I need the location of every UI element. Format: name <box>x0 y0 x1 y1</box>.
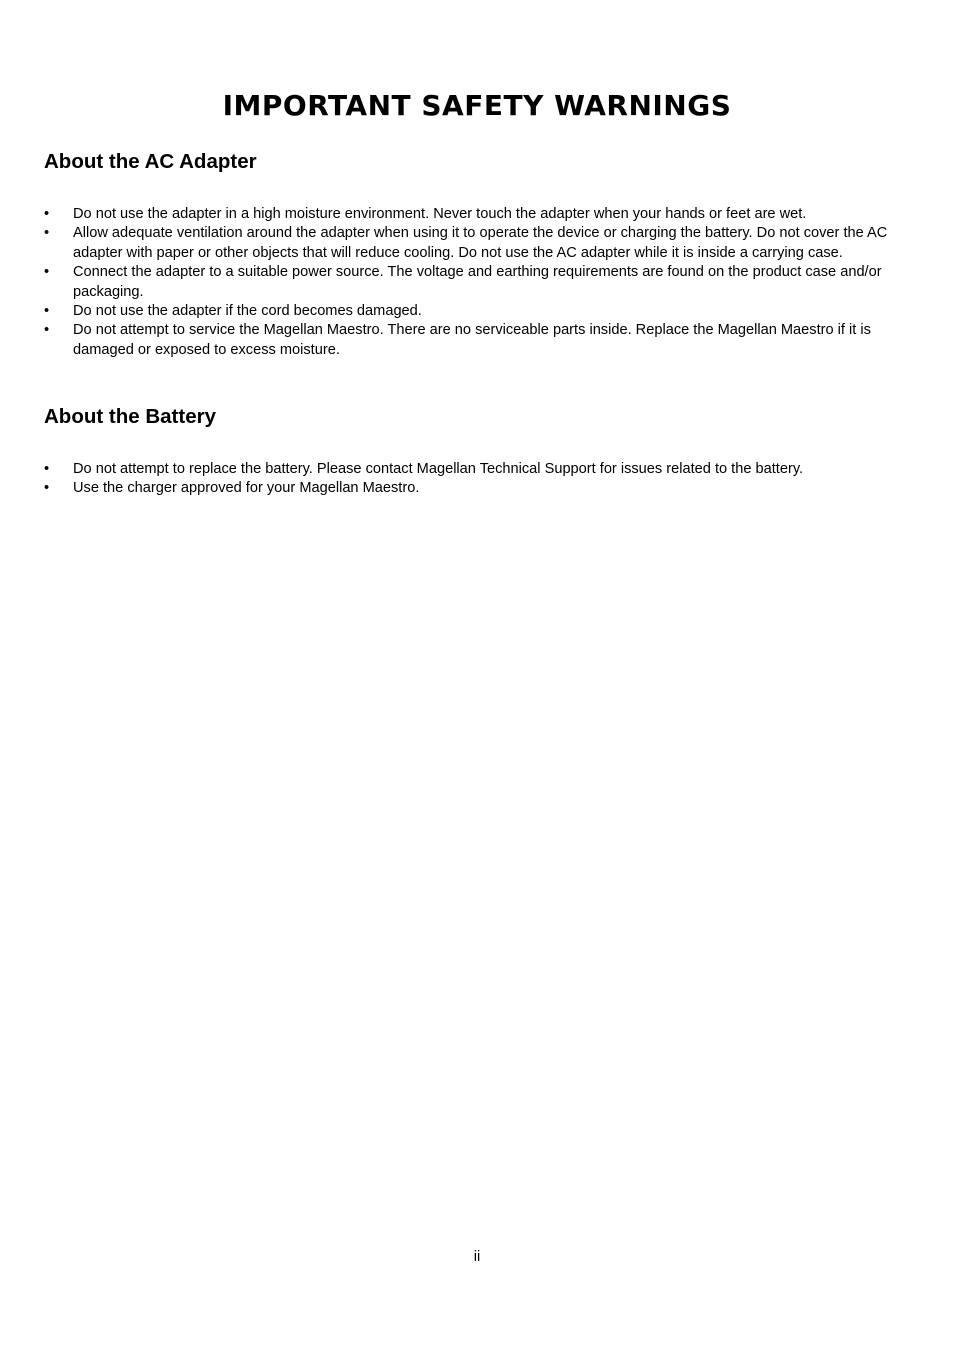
list-item-text: Do not use the adapter in a high moisture environment. Never touch the adapter when your hands or feet are wet. <box>73 206 807 222</box>
bullet-icon: • <box>44 206 50 222</box>
section-heading-ac-adapter: About the AC Adapter <box>44 150 257 173</box>
list-item-text: Use the charger approved for your Magellan Maestro. <box>73 480 420 497</box>
page-title: IMPORTANT SAFETY WARNINGS <box>222 89 732 122</box>
list-item <box>44 263 910 302</box>
bullet-icon: • <box>44 303 50 320</box>
list-item <box>44 205 910 224</box>
bullet-icon: • <box>44 480 50 497</box>
page-number: ii <box>473 1249 481 1265</box>
list-item <box>44 321 910 360</box>
list-item-text: Allow adequate ventilation around the adapter when using it to operate the device or charging the battery. Do not cover the AC adapter with paper or other objects that will reduce cooling. Do not use the AC adapter while it is inside a carrying case. <box>73 225 888 261</box>
bullet-icon: • <box>44 225 50 242</box>
list-item-text: Do not use the adapter if the cord becomes damaged. <box>73 303 422 320</box>
bullet-icon: • <box>44 322 50 339</box>
bullet-icon: • <box>44 264 50 281</box>
list-item <box>44 460 910 479</box>
list-item <box>44 302 910 321</box>
list-item <box>44 479 910 498</box>
bullet-icon: • <box>44 461 50 477</box>
ac-adapter-warning-list <box>44 205 910 360</box>
section-heading-battery: About the Battery <box>44 405 216 428</box>
list-item-text: Connect the adapter to a suitable power source. The voltage and earthing requirements are found on the product case and/or packaging. <box>73 264 882 300</box>
battery-warning-list <box>44 460 910 499</box>
list-item-text: Do not attempt to service the Magellan Maestro. There are no serviceable parts inside. Replace the Magellan Maestro if it is damaged or exposed to excess moisture. <box>73 322 871 358</box>
list-item-text: Do not attempt to replace the battery. Please contact Magellan Technical Support for issues related to the battery. <box>73 461 804 477</box>
list-item <box>44 224 910 263</box>
